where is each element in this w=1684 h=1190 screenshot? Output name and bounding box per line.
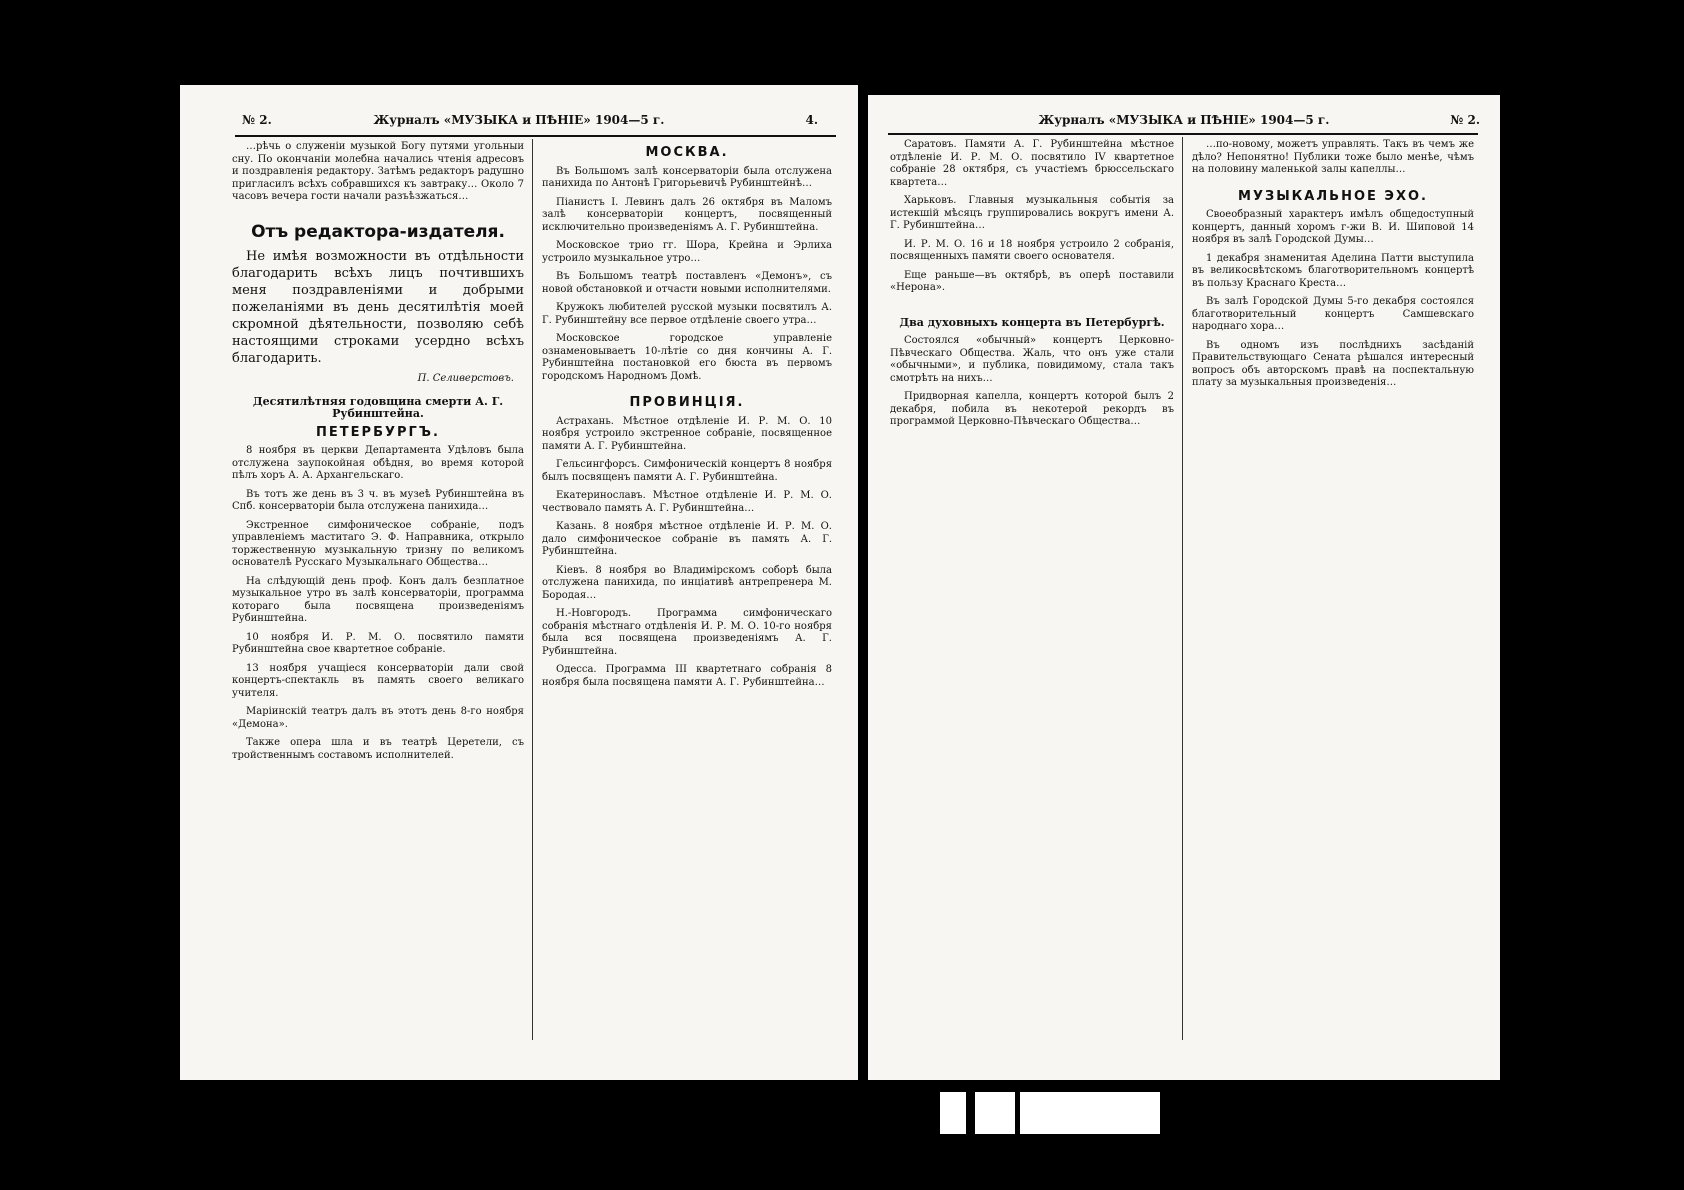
article-paragraph: Въ одномъ изъ послѣднихъ засѣданій Правительствующаго Сената рѣшался интересный вопросъ объ авторскомъ правѣ на поспектальную плату за музыкальныя произведенія…	[1192, 339, 1474, 388]
column-divider	[532, 139, 533, 1040]
article-paragraph: 8 ноября въ церкви Департамента Удѣловъ была отслужена заупокойная обѣдня, во время которой пѣлъ хоръ А. А. Архангельскаго.	[232, 445, 524, 481]
article-paragraph: Въ залѣ Городской Думы 5-го декабря состоялся благотворительный концертъ Самшевскаго народнаго хора…	[1192, 296, 1474, 332]
editor-signature: П. Селиверстовъ.	[417, 373, 514, 384]
article-paragraph: 10 ноября И. Р. М. О. посвятило памяти Рубинштейна свое квартетное собраніе.	[232, 631, 524, 655]
article-paragraph: Харьковъ. Главныя музыкальныя событія за истекшій мѣсяцъ группировались вокругъ имени А. Г. Рубинштейна…	[890, 195, 1174, 231]
article-paragraph: Своеобразный характеръ имѣлъ общедоступный концертъ, данный хоромъ г-жи В. И. Шиповой 14 ноября въ залѣ Городской Думы…	[1192, 209, 1474, 245]
article-paragraph: Еще раньше—въ октябрѣ, въ оперѣ поставили «Нерона».	[890, 269, 1174, 293]
article-paragraph: Въ тотъ же день въ 3 ч. въ музеѣ Рубинштейна въ Спб. консерваторіи была отслужена панихида…	[232, 488, 524, 512]
article-paragraph: Придворная капелла, концертъ которой былъ 2 декабря, побила въ некотерой рекордъ въ программой Церковно-Пѣвческаго Общества…	[890, 391, 1174, 427]
article-paragraph: 13 ноября учащіеся консерваторіи дали свой концертъ-спектакль въ память своего великаго учителя.	[232, 662, 524, 699]
provincia-heading: ПРОВИНЦІЯ.	[629, 395, 745, 410]
left-page	[180, 85, 858, 1080]
article-paragraph: Одесса. Программа III квартетнаго собранія 8 ноября была посвящена памяти А. Г. Рубинштейна…	[542, 664, 832, 688]
page-tab	[940, 1092, 966, 1134]
issue-number: № 2.	[1450, 113, 1480, 127]
header-rule	[235, 135, 836, 137]
article-paragraph: И. Р. М. О. 16 и 18 ноября устроило 2 собранія, посвященныхъ памяти своего основателя.	[890, 238, 1174, 262]
right-column-1	[890, 139, 1174, 435]
left-column-2	[542, 141, 832, 695]
peterburg-heading: ПЕТЕРБУРГЪ.	[316, 424, 440, 440]
article-paragraph: Московское городское управленіе ознаменовываетъ 10-лѣтіе со дня кончины А. Г. Рубинштейна постановкой его бюста въ первомъ городскомъ Народномъ Домѣ.	[542, 333, 832, 382]
issue-number: № 2.	[242, 113, 272, 127]
article-paragraph: Состоялся «обычный» концертъ Церковно-Пѣвческаго Общества. Жаль, что онъ уже стали «обычными», и публика, повидимому, стала такъ смотрѣть на нихъ…	[890, 335, 1174, 384]
column-divider	[1182, 137, 1183, 1040]
article-paragraph: Екатеринославъ. Мѣстное отдѣленіе И. Р. М. О. чествовало память А. Г. Рубинштейна…	[542, 490, 832, 514]
concerts-heading: Два духовныхъ концерта въ Петербургѣ.	[899, 315, 1165, 329]
article-paragraph: На слѣдующій день проф. Конъ далъ безплатное музыкальное утро въ залѣ консерваторіи, программа котораго была посвящена произведеніямъ Рубинштейна.	[232, 575, 524, 624]
article-paragraph: Н.-Новгородъ. Программа симфоническаго собранія мѣстнаго отдѣленія И. Р. М. О. 10-го ноября была вся посвящена произведеніямъ А. Г. Рубинштейна.	[542, 608, 832, 657]
page-tab	[1020, 1092, 1160, 1134]
article-paragraph: Экстренное симфоническое собраніе, подъ управленіемъ маститаго Э. Ф. Направника, открыло торжественную музыкальную тризну по великомъ основателѣ Русскаго Музыкальнаго Общества…	[232, 519, 524, 568]
journal-title: Журналъ «МУЗЫКА и ПѢНІЕ» 1904—5 г.	[1038, 113, 1330, 127]
left-page-header	[180, 113, 858, 131]
editor-note: Не имѣя возможности въ отдѣльности благодарить всѣхъ лицъ почтившихъ меня поздравленіями и добрыми пожеланіями въ день десятилѣтія моей скромной дѣятельности, позволяю себѣ настоящими строками усердно всѣхъ благодарить.	[232, 249, 524, 366]
left-column-1	[232, 141, 524, 768]
article-paragraph: Кіевъ. 8 ноября во Владимірскомъ соборѣ была отслужена панихида, по инціативѣ антрепренера М. Бородая…	[542, 564, 832, 601]
anniversary-heading: Десятилѣтняя годовщина смерти А. Г. Рубинштейна.	[252, 394, 504, 420]
article-paragraph: Казань. 8 ноября мѣстное отдѣленіе И. Р. М. О. дало симфоническое собраніе въ память А. Г. Рубинштейна.	[542, 521, 832, 557]
article-paragraph: Также опера шла и въ театрѣ Церетели, съ тройственнымъ составомъ исполнителей.	[232, 737, 524, 761]
article-paragraph: Кружокъ любителей русской музыки посвятилъ А. Г. Рубинштейну все первое отдѣленіе своего утра…	[542, 302, 832, 326]
article-paragraph: 1 декабря знаменитая Аделина Патти выступила въ великосвѣтскомъ благотворительномъ концертѣ въ пользу Краснаго Креста…	[1192, 252, 1474, 289]
article-paragraph: Астрахань. Мѣстное отдѣленіе И. Р. М. О. 10 ноября устроило экстренное собраніе, посвященное памяти А. Г. Рубинштейна.	[542, 415, 832, 452]
editor-heading: Отъ редактора-издателя.	[251, 221, 505, 242]
right-column-2	[1192, 139, 1474, 396]
article-paragraph: Саратовъ. Памяти А. Г. Рубинштейна мѣстное отдѣленіе И. Р. М. О. посвятило IV квартетное собраніе 28 октября, съ участіемъ брюссельскаго квартета…	[890, 139, 1174, 188]
echo-heading: МУЗЫКАЛЬНОЕ ЭХО.	[1238, 188, 1428, 204]
article-paragraph: Гельсингфорсъ. Симфоническій концертъ 8 ноября былъ посвященъ памяти А. Г. Рубинштейна.	[542, 459, 832, 483]
right-page-header	[868, 113, 1500, 131]
article-paragraph: …по-новому, можетъ управлять. Такъ въ чемъ же дѣло? Непонятно! Публики тоже было менѣе, чѣмъ на половину маленькой залы капеллы…	[1192, 139, 1474, 175]
article-paragraph: Маріинскій театръ далъ въ этотъ день 8-го ноября «Демона».	[232, 706, 524, 730]
article-paragraph: Московское трио гг. Шора, Крейна и Эрлиха устроило музыкальное утро…	[542, 240, 832, 264]
page-tab	[975, 1092, 1015, 1134]
intro-text: …рѣчь о служеніи музыкой Богу путями угольныи сну. По окончаніи молебна начались чтенія адресовъ и поздравленія редактору. Затѣмъ редакторъ радушно пригласилъ всѣхъ собравшихся къ завтраку… Около 7 часовъ вечера гости начали разъѣзжаться…	[232, 141, 524, 202]
article-paragraph: Въ Большомъ залѣ консерваторіи была отслужена панихида по Антонѣ Григорьевичѣ Рубинштейнѣ…	[542, 165, 832, 189]
article-paragraph: Въ Большомъ театрѣ поставленъ «Демонъ», съ новой обстановкой и отчасти новыми исполнителями.	[542, 271, 832, 295]
journal-title: Журналъ «МУЗЫКА и ПѢНІЕ» 1904—5 г.	[373, 113, 665, 127]
header-rule	[888, 133, 1478, 135]
page-number: 4.	[805, 113, 818, 127]
moskva-heading: МОСКВА.	[645, 145, 729, 160]
article-paragraph: Піанистъ І. Левинъ далъ 26 октября въ Маломъ залѣ консерваторіи концертъ, посвященный исключительно произведеніямъ А. Г. Рубинштейна.	[542, 196, 832, 233]
right-page	[868, 95, 1500, 1080]
